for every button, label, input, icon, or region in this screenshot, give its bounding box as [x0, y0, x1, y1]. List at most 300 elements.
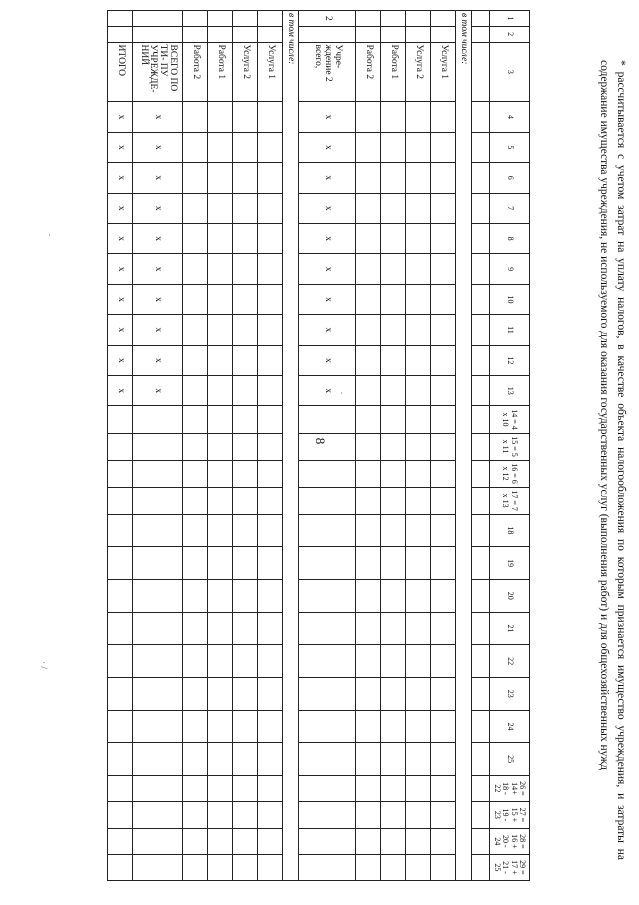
value-cell: [381, 376, 406, 406]
header-row: [490, 11, 530, 881]
table-cell: [472, 487, 490, 514]
value-cell: [381, 677, 406, 710]
value-cell: [258, 828, 283, 854]
value-cell: [258, 743, 283, 776]
value-cell: [381, 710, 406, 743]
value-cell: [356, 547, 381, 580]
value-cell: [208, 254, 233, 284]
value-cell: [258, 854, 283, 880]
value-cell: [233, 612, 258, 645]
value-cell: [258, 645, 283, 678]
value-cell: [233, 677, 258, 710]
value-cell: [183, 514, 208, 547]
table-row: [381, 11, 406, 881]
value-cell: [406, 376, 431, 406]
value-cell: [258, 487, 283, 514]
header-cell: 22: [490, 645, 530, 678]
value-cell: [258, 514, 283, 547]
cost-table: [107, 10, 530, 881]
value-cell: [381, 345, 406, 375]
value-cell: [381, 612, 406, 645]
value-cell: [406, 254, 431, 284]
value-cell: [183, 376, 208, 406]
value-cell: x: [108, 223, 133, 253]
table-cell: [472, 26, 490, 42]
value-cell: [381, 406, 406, 433]
footnote-wrapper: [537, 60, 629, 860]
value-cell: x: [299, 284, 356, 314]
header-cell: 7: [490, 193, 530, 223]
value-cell: [406, 163, 431, 193]
value-cell: [356, 743, 381, 776]
table-cell: [472, 828, 490, 854]
header-cell: 19: [490, 547, 530, 580]
table-cell: [472, 514, 490, 547]
value-cell: [406, 315, 431, 345]
value-cell: [299, 514, 356, 547]
value-cell: [356, 612, 381, 645]
value-cell: [133, 645, 183, 678]
value-cell: [208, 406, 233, 433]
header-cell: 29 = 17 + 21 - 25: [490, 854, 530, 880]
value-cell: [381, 801, 406, 828]
header-cell: 16 = 6 x 12: [490, 460, 530, 487]
value-cell: [356, 315, 381, 345]
header-cell: 2: [490, 26, 530, 42]
header-cell: 3: [490, 42, 530, 102]
value-cell: [381, 743, 406, 776]
value-cell: [133, 612, 183, 645]
value-cell: [183, 193, 208, 223]
value-cell: [356, 677, 381, 710]
value-cell: [431, 284, 456, 314]
value-cell: [258, 345, 283, 375]
value-cell: [258, 710, 283, 743]
table-row: [299, 11, 356, 881]
blank-row: [472, 11, 490, 881]
table-cell: [472, 710, 490, 743]
value-cell: [208, 514, 233, 547]
value-cell: [299, 645, 356, 678]
value-cell: [208, 775, 233, 801]
header-cell: 21: [490, 612, 530, 645]
table-row: [208, 11, 233, 881]
value-cell: [108, 854, 133, 880]
value-cell: [431, 376, 456, 406]
value-cell: [431, 193, 456, 223]
row-subnumber: [258, 26, 283, 42]
value-cell: [406, 487, 431, 514]
value-cell: [381, 460, 406, 487]
value-cell: [108, 645, 133, 678]
value-cell: [431, 254, 456, 284]
value-cell: [299, 612, 356, 645]
value-cell: [431, 163, 456, 193]
row-number: [183, 11, 208, 27]
table-cell: [472, 460, 490, 487]
value-cell: [431, 579, 456, 612]
value-cell: [208, 284, 233, 314]
value-cell: [356, 710, 381, 743]
value-cell: [406, 132, 431, 162]
header-cell: 13: [490, 376, 530, 406]
row-subnumber: [406, 26, 431, 42]
table-cell: [472, 612, 490, 645]
row-label: Услуга 1: [258, 42, 283, 102]
value-cell: [406, 677, 431, 710]
value-cell: [208, 645, 233, 678]
value-cell: [233, 102, 258, 132]
row-label: Учре- ждение 2 всего,: [299, 42, 356, 102]
value-cell: [356, 645, 381, 678]
value-cell: [133, 460, 183, 487]
value-cell: [431, 345, 456, 375]
table-cell: [472, 579, 490, 612]
header-cell: 26 = 14+ 18 - 22: [490, 775, 530, 801]
page-number: 8: [313, 437, 328, 445]
value-cell: [133, 406, 183, 433]
value-cell: [258, 132, 283, 162]
value-cell: [356, 775, 381, 801]
header-cell: 10: [490, 284, 530, 314]
value-cell: [431, 710, 456, 743]
table-row: [133, 11, 183, 881]
value-cell: [133, 775, 183, 801]
value-cell: x: [133, 345, 183, 375]
value-cell: [299, 775, 356, 801]
value-cell: [431, 775, 456, 801]
table-row: [183, 11, 208, 881]
value-cell: [183, 743, 208, 776]
value-cell: [233, 801, 258, 828]
value-cell: [233, 710, 258, 743]
row-subnumber: [208, 26, 233, 42]
value-cell: [183, 487, 208, 514]
table-cell: [472, 315, 490, 345]
section-row: [283, 11, 299, 881]
value-cell: [208, 854, 233, 880]
value-cell: [183, 710, 208, 743]
scan-speck: · /: [38, 661, 49, 669]
value-cell: [108, 710, 133, 743]
value-cell: [299, 406, 356, 433]
value-cell: [406, 193, 431, 223]
value-cell: [183, 132, 208, 162]
value-cell: [356, 345, 381, 375]
value-cell: [208, 132, 233, 162]
value-cell: [208, 547, 233, 580]
table-cell: [472, 345, 490, 375]
value-cell: [208, 223, 233, 253]
value-cell: [233, 433, 258, 460]
value-cell: x: [108, 132, 133, 162]
value-cell: [183, 579, 208, 612]
value-cell: [431, 315, 456, 345]
value-cell: [299, 487, 356, 514]
value-cell: [233, 514, 258, 547]
value-cell: [258, 376, 283, 406]
value-cell: [356, 284, 381, 314]
value-cell: [258, 612, 283, 645]
row-subnumber: [431, 26, 456, 42]
table-row: [258, 11, 283, 881]
value-cell: [381, 163, 406, 193]
value-cell: x: [299, 193, 356, 223]
scan-speck: ·: [336, 391, 347, 395]
header-cell: 18: [490, 514, 530, 547]
value-cell: [133, 743, 183, 776]
table-cell: [472, 406, 490, 433]
value-cell: [208, 193, 233, 223]
value-cell: [208, 743, 233, 776]
value-cell: [183, 433, 208, 460]
value-cell: [356, 406, 381, 433]
value-cell: [258, 775, 283, 801]
value-cell: [356, 487, 381, 514]
value-cell: [381, 547, 406, 580]
value-cell: [381, 828, 406, 854]
value-cell: [258, 460, 283, 487]
value-cell: x: [108, 193, 133, 223]
value-cell: [133, 677, 183, 710]
value-cell: [431, 132, 456, 162]
row-label: Услуга 2: [406, 42, 431, 102]
value-cell: [133, 433, 183, 460]
value-cell: [381, 132, 406, 162]
row-subnumber: [356, 26, 381, 42]
value-cell: [183, 254, 208, 284]
value-cell: x: [299, 376, 356, 406]
value-cell: x: [299, 102, 356, 132]
value-cell: x: [108, 315, 133, 345]
value-cell: [108, 460, 133, 487]
value-cell: [108, 677, 133, 710]
table-row: [356, 11, 381, 881]
value-cell: [208, 612, 233, 645]
value-cell: [406, 645, 431, 678]
section-label: в том числе:: [283, 11, 299, 881]
value-cell: x: [133, 254, 183, 284]
value-cell: [258, 579, 283, 612]
row-number: [258, 11, 283, 27]
scan-speck: ·: [44, 233, 55, 237]
value-cell: [258, 677, 283, 710]
value-cell: [381, 775, 406, 801]
value-cell: x: [133, 376, 183, 406]
value-cell: [356, 854, 381, 880]
value-cell: [108, 801, 133, 828]
value-cell: [258, 163, 283, 193]
value-cell: [233, 254, 258, 284]
header-cell: 15 = 5 x 11: [490, 433, 530, 460]
value-cell: [108, 547, 133, 580]
value-cell: [431, 460, 456, 487]
table-row: [108, 11, 133, 881]
value-cell: [431, 433, 456, 460]
section-label: в том числе:: [456, 11, 472, 881]
value-cell: [183, 547, 208, 580]
row-subnumber: [233, 26, 258, 42]
value-cell: [381, 223, 406, 253]
value-cell: [258, 547, 283, 580]
value-cell: [381, 284, 406, 314]
value-cell: x: [108, 163, 133, 193]
value-cell: [406, 710, 431, 743]
value-cell: [233, 775, 258, 801]
value-cell: [233, 579, 258, 612]
value-cell: [133, 801, 183, 828]
value-cell: x: [133, 284, 183, 314]
value-cell: [299, 433, 356, 460]
value-cell: [356, 132, 381, 162]
table-cell: [472, 132, 490, 162]
value-cell: [356, 376, 381, 406]
row-label: Услуга 1: [431, 42, 456, 102]
value-cell: x: [299, 163, 356, 193]
row-label: ВСЕГО ПО ТИ- ПУ УЧРЕЖДЕ- НИЙ: [133, 42, 183, 102]
value-cell: [406, 743, 431, 776]
value-cell: x: [108, 284, 133, 314]
row-subnumber: [108, 26, 133, 42]
row-subnumber: [299, 26, 356, 42]
value-cell: [133, 828, 183, 854]
row-number: [356, 11, 381, 27]
value-cell: [208, 579, 233, 612]
value-cell: [431, 677, 456, 710]
row-number: [381, 11, 406, 27]
value-cell: [406, 828, 431, 854]
value-cell: [299, 547, 356, 580]
value-cell: [233, 223, 258, 253]
row-number: [108, 11, 133, 27]
value-cell: [381, 579, 406, 612]
row-label: Работа 2: [183, 42, 208, 102]
header-cell: 12: [490, 345, 530, 375]
value-cell: [183, 677, 208, 710]
value-cell: [299, 460, 356, 487]
value-cell: x: [108, 102, 133, 132]
value-cell: [406, 854, 431, 880]
value-cell: [208, 828, 233, 854]
row-number: [208, 11, 233, 27]
value-cell: [183, 223, 208, 253]
value-cell: [233, 547, 258, 580]
value-cell: [183, 406, 208, 433]
row-label: Работа 1: [208, 42, 233, 102]
table-cell: [472, 163, 490, 193]
value-cell: [406, 345, 431, 375]
header-cell: 1: [490, 11, 530, 27]
value-cell: [108, 433, 133, 460]
table-cell: [472, 11, 490, 27]
row-subnumber: [381, 26, 406, 42]
header-cell: 24: [490, 710, 530, 743]
table-cell: [472, 801, 490, 828]
row-number: [133, 11, 183, 27]
value-cell: [431, 854, 456, 880]
table-cell: [472, 223, 490, 253]
value-cell: [406, 223, 431, 253]
value-cell: [381, 254, 406, 284]
value-cell: [431, 406, 456, 433]
value-cell: [356, 579, 381, 612]
value-cell: [108, 743, 133, 776]
header-cell: 6: [490, 163, 530, 193]
header-cell: 11: [490, 315, 530, 345]
value-cell: [183, 315, 208, 345]
header-cell: 27 = 15 + 19 - 23: [490, 801, 530, 828]
value-cell: [299, 828, 356, 854]
value-cell: [356, 193, 381, 223]
value-cell: [431, 828, 456, 854]
value-cell: [183, 854, 208, 880]
value-cell: [233, 284, 258, 314]
table-cell: [472, 254, 490, 284]
value-cell: [233, 487, 258, 514]
value-cell: [381, 854, 406, 880]
value-cell: [406, 612, 431, 645]
value-cell: [208, 315, 233, 345]
value-cell: x: [299, 345, 356, 375]
value-cell: [431, 645, 456, 678]
value-cell: [233, 132, 258, 162]
value-cell: [431, 102, 456, 132]
value-cell: x: [133, 193, 183, 223]
value-cell: [406, 514, 431, 547]
value-cell: [406, 801, 431, 828]
value-cell: [356, 102, 381, 132]
table-cell: [472, 433, 490, 460]
row-number: [431, 11, 456, 27]
value-cell: [406, 547, 431, 580]
row-label: Работа 1: [381, 42, 406, 102]
header-cell: 4: [490, 102, 530, 132]
value-cell: x: [133, 102, 183, 132]
value-cell: [183, 612, 208, 645]
value-cell: [258, 406, 283, 433]
value-cell: [299, 677, 356, 710]
value-cell: [299, 579, 356, 612]
value-cell: [133, 579, 183, 612]
header-cell: 20: [490, 579, 530, 612]
table-cell: [472, 547, 490, 580]
value-cell: x: [299, 315, 356, 345]
value-cell: x: [108, 345, 133, 375]
value-cell: [133, 547, 183, 580]
value-cell: x: [299, 132, 356, 162]
header-cell: 14 = 4 x 10: [490, 406, 530, 433]
value-cell: [431, 223, 456, 253]
value-cell: [233, 315, 258, 345]
value-cell: [258, 284, 283, 314]
value-cell: [208, 801, 233, 828]
section-row: [456, 11, 472, 881]
value-cell: [108, 612, 133, 645]
row-label: Работа 2: [356, 42, 381, 102]
header-cell: 9: [490, 254, 530, 284]
value-cell: [406, 102, 431, 132]
value-cell: [431, 547, 456, 580]
value-cell: [108, 487, 133, 514]
table-cell: [472, 775, 490, 801]
value-cell: [258, 315, 283, 345]
value-cell: [258, 223, 283, 253]
value-cell: [431, 801, 456, 828]
value-cell: x: [133, 315, 183, 345]
value-cell: x: [108, 254, 133, 284]
table-cell: [472, 376, 490, 406]
table-row: [233, 11, 258, 881]
